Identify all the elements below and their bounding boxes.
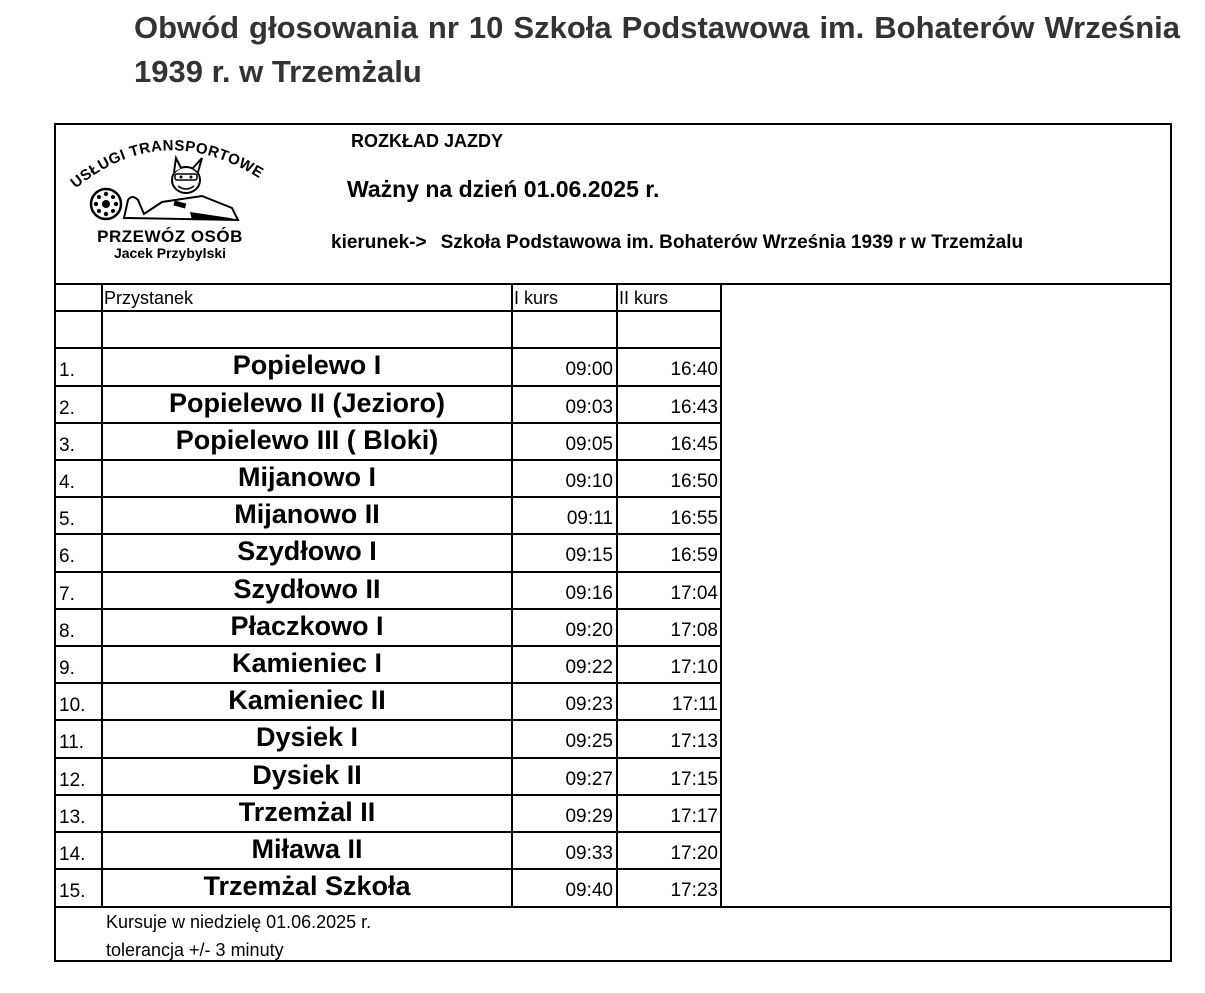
- course2-time: 16:50: [670, 471, 718, 492]
- row-number: 6.: [59, 546, 75, 567]
- course2-time: 16:55: [670, 508, 718, 529]
- column-header-course1: I kurs: [514, 288, 559, 308]
- course1-time: 09:10: [565, 471, 613, 492]
- direction-line: [331, 232, 1023, 254]
- svg-text:USŁUGI TRANSPORTOWE: USŁUGI TRANSPORTOWE: [67, 137, 267, 192]
- course2-time: 17:15: [670, 769, 718, 790]
- row-number: 7.: [59, 584, 75, 605]
- row-number: 15.: [59, 881, 86, 902]
- page-title: Obwód głosowania nr 10 Szkoła Podstawowa im. Bohaterów Września 1939 r. w Trzemżalu: [134, 10, 1180, 89]
- stop-name: Kamieniec II: [228, 685, 386, 715]
- course2-time: 17:11: [671, 694, 718, 715]
- stop-name: Mijanowo II: [234, 499, 380, 529]
- stop-name: Dysiek II: [252, 760, 362, 790]
- course1-time: 09:33: [565, 843, 613, 864]
- course1-time: 09:29: [565, 806, 613, 827]
- row-number: 4.: [59, 472, 75, 493]
- course2-time: 17:20: [670, 843, 718, 864]
- stop-name: Szydłowo II: [233, 574, 381, 604]
- course2-time: 16:43: [670, 397, 718, 418]
- logo-line-przewoz: PRZEWÓZ OSÓB: [97, 227, 243, 246]
- stop-name: Popielewo II (Jezioro): [168, 388, 446, 418]
- stop-name: Popielewo I: [232, 350, 382, 380]
- grid-vline: [720, 285, 722, 907]
- stop-name: Dysiek I: [255, 722, 359, 752]
- row-number: 2.: [59, 398, 75, 419]
- row-number: 5.: [59, 509, 75, 530]
- footer-schedule-note: Kursuje w niedzielę 01.06.2025 r.: [106, 912, 372, 932]
- stop-name: Trzemżal Szkoła: [203, 871, 411, 901]
- stop-name: Szydłowo I: [237, 536, 377, 566]
- car-driver-logo-icon: [62, 128, 272, 228]
- row-number: 10.: [59, 695, 86, 716]
- stop-name: Kamieniec I: [231, 648, 383, 678]
- course2-time: 17:08: [670, 620, 718, 641]
- course1-time: 09:03: [565, 397, 613, 418]
- row-number: 13.: [59, 807, 86, 828]
- footer-tolerance-note: tolerancja +/- 3 minuty: [106, 940, 284, 960]
- stop-name: Trzemżal II: [238, 797, 376, 827]
- direction-value: Szkoła Podstawowa im. Bohaterów Września 1939 r w Trzemżalu: [440, 232, 1024, 253]
- company-logo: [62, 128, 272, 268]
- course2-time: 17:13: [670, 731, 718, 752]
- row-number: 12.: [59, 770, 86, 791]
- column-header-stop: Przystanek: [104, 288, 194, 308]
- row-number: 9.: [59, 658, 75, 679]
- row-number: 1.: [59, 360, 75, 381]
- course2-time: 17:04: [670, 583, 718, 604]
- row-number: 11.: [59, 732, 85, 753]
- course1-time: 09:25: [565, 731, 613, 752]
- direction-label: kierunek->: [331, 232, 427, 253]
- course1-time: 09:20: [565, 620, 613, 641]
- timetable-heading: ROZKŁAD JAZDY: [351, 131, 503, 151]
- course1-time: 09:05: [565, 434, 613, 455]
- course2-time: 17:17: [670, 806, 718, 827]
- course1-time: 09:23: [565, 694, 613, 715]
- course1-time: 09:27: [565, 769, 613, 790]
- timetable-footer: [106, 908, 371, 964]
- course1-time: 09:22: [565, 657, 613, 678]
- grid-hline: [54, 310, 722, 312]
- course1-time: 09:15: [565, 545, 613, 566]
- stop-name: Miława II: [251, 834, 363, 864]
- row-number: 8.: [59, 621, 75, 642]
- header-divider: [54, 283, 1172, 285]
- logo-line-owner: Jacek Przybylski: [113, 245, 227, 261]
- row-number: 14.: [59, 844, 86, 865]
- column-header-course2: II kurs: [619, 288, 669, 308]
- course2-time: 17:10: [670, 657, 718, 678]
- course2-time: 16:40: [670, 359, 718, 380]
- row-number: 3.: [59, 435, 75, 456]
- course1-time: 09:40: [565, 880, 613, 901]
- stop-name: Popielewo III ( Bloki): [175, 425, 439, 455]
- course2-time: 16:59: [670, 545, 718, 566]
- course2-time: 17:23: [670, 880, 718, 901]
- course2-time: 16:45: [670, 434, 718, 455]
- stop-name: Mijanowo I: [238, 462, 376, 492]
- course1-time: 09:00: [565, 359, 613, 380]
- course1-time: 09:11: [566, 508, 613, 529]
- valid-date-label: Ważny na dzień 01.06.2025 r.: [347, 176, 660, 202]
- course1-time: 09:16: [565, 583, 613, 604]
- stop-name: Płaczkowo I: [230, 611, 384, 641]
